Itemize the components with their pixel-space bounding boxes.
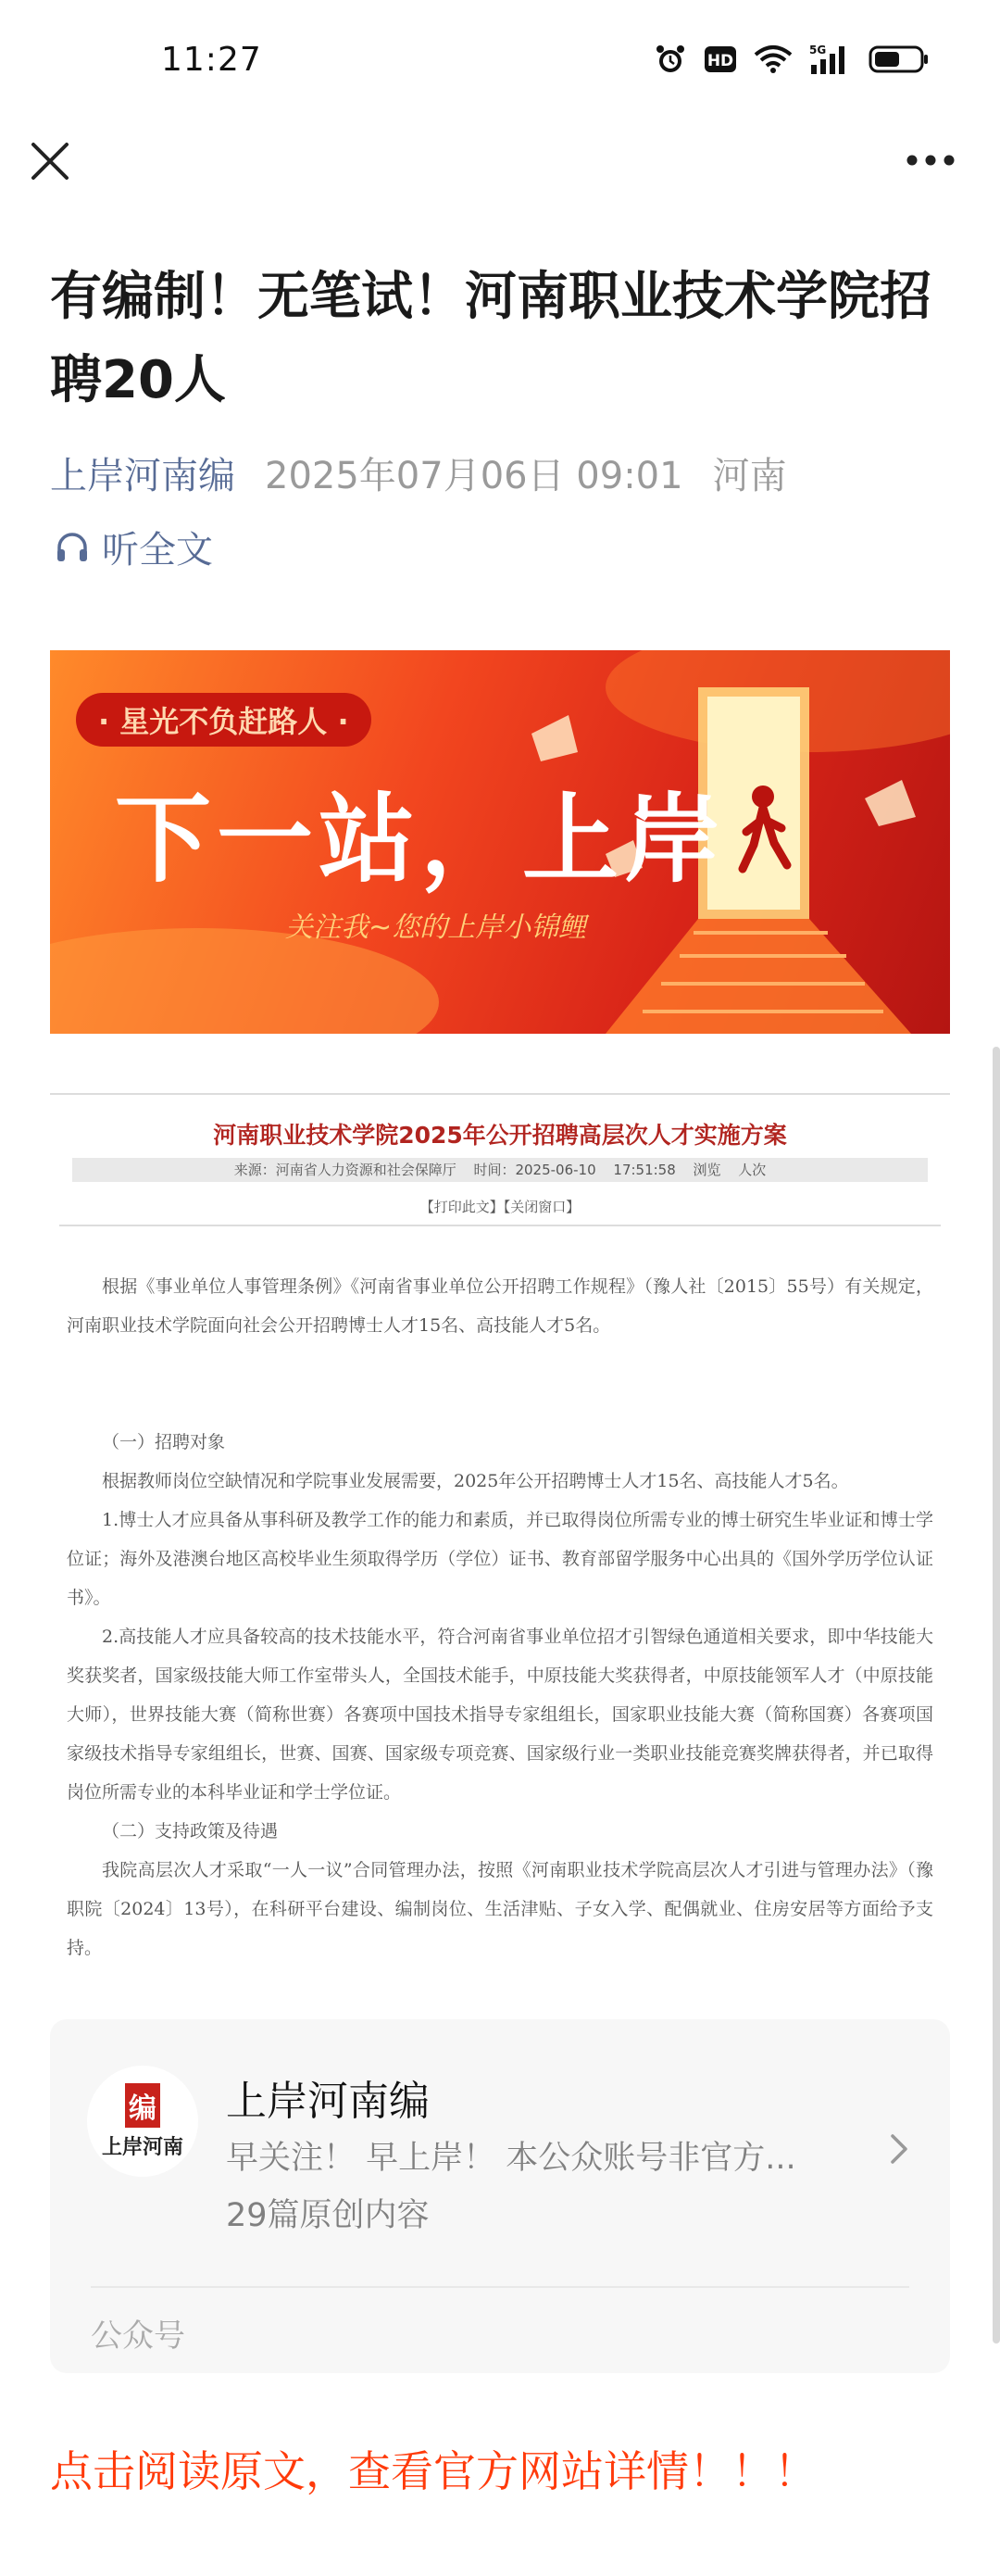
svg-text:HD: HD bbox=[706, 52, 734, 70]
hd-icon bbox=[704, 44, 737, 74]
doc-paragraph: 2.高技能人才应具备较高的技术技能水平，符合河南省事业单位招才引智绿色通道相关要求，即中华技能大奖获奖者，国家级技能大师工作室带头人，全国技术能手，中原技能大奖获得者，中原技能领军人才（中原技能大师），世界技能大赛（简称世赛）各赛项中国技术指导专家组组长，国家职业技能大赛（简称国赛）各赛项国家级技术指导专家组组长，世赛、国赛、国家级专项竞赛、国家级行业一类职业技能竞赛奖牌获得者，并已取得岗位所需专业的本科毕业证和学士学位证。 bbox=[67, 1627, 933, 1803]
status-bar bbox=[0, 0, 1000, 111]
banner-subtitle: 关注我~您的上岸小锦鲤 bbox=[285, 911, 587, 944]
doc-rule bbox=[59, 1225, 941, 1226]
publish-location: 河南 bbox=[712, 455, 787, 497]
document-image bbox=[50, 1093, 950, 1964]
doc-heading: （一）招聘对象 bbox=[102, 1432, 226, 1452]
avatar-text: 上岸河南 bbox=[101, 2135, 183, 2159]
publish-datetime: 2025年07月06日 09:01 bbox=[265, 455, 683, 497]
account-description: 早关注！ 早上岸！ 本公众账号非官方... bbox=[226, 2140, 796, 2177]
account-name: 上岸河南编 bbox=[226, 2078, 430, 2125]
alarm-icon bbox=[654, 43, 687, 76]
banner-headline: 下一站，上岸 bbox=[115, 783, 727, 896]
account-card[interactable] bbox=[50, 2019, 950, 2373]
card-divider bbox=[91, 2286, 909, 2288]
chevron-right-icon bbox=[885, 2130, 913, 2168]
account-link[interactable]: 上岸河南编 bbox=[50, 455, 235, 497]
5g-signal-icon bbox=[809, 43, 852, 76]
status-time: 11:27 bbox=[161, 41, 262, 79]
account-type: 公众号 bbox=[91, 2318, 185, 2355]
doc-body bbox=[67, 1267, 933, 1967]
avatar-logo: 编 bbox=[125, 2083, 160, 2128]
doc-heading: （二）支持政策及待遇 bbox=[102, 1821, 279, 1841]
doc-paragraph: 1.博士人才应具备从事科研及教学工作的能力和素质，并已取得岗位所需专业的博士研究生毕业证和博士学位证；海外及港澳台地区高校毕业生须取得学历（学位）证书、教育部留学服务中心出具的《国外学历学位认证书》。 bbox=[67, 1510, 933, 1608]
banner-image bbox=[50, 650, 950, 1034]
doc-source: 来源：河南省人力资源和社会保障厅 时间：2025-06-10 17:51:58 浏览 人次 bbox=[72, 1158, 928, 1182]
scrollbar[interactable] bbox=[993, 1047, 1000, 2344]
doc-spacer bbox=[67, 1345, 933, 1423]
battery-icon bbox=[869, 44, 930, 74]
doc-paragraph: 根据教师岗位空缺情况和学院事业发展需要，2025年公开招聘博士人才15名、高技能人才5名。 bbox=[102, 1471, 849, 1491]
svg-text:5G: 5G bbox=[809, 44, 827, 57]
doc-paragraph: 根据《事业单位人事管理条例》《河南省事业单位公开招聘工作规程》（豫人社〔2015〕55号）有关规定，河南职业技术学院面向社会公开招聘博士人才15名、高技能人才5名。 bbox=[67, 1276, 933, 1336]
close-icon bbox=[26, 137, 74, 185]
banner-tag: · 星光不负赶路人 · bbox=[76, 693, 371, 747]
doc-top-rule bbox=[50, 1093, 950, 1095]
close-button[interactable] bbox=[26, 137, 74, 185]
doc-print-links: 【打印此文】【关闭窗口】 bbox=[419, 1199, 581, 1215]
wifi-icon bbox=[754, 44, 793, 74]
account-article-count: 29篇原创内容 bbox=[226, 2197, 430, 2234]
article-meta bbox=[50, 446, 787, 499]
read-original-link[interactable]: 点击阅读原文，查看官方网站详情！！！ bbox=[50, 2446, 817, 2496]
listen-label: 听全文 bbox=[102, 529, 213, 572]
status-icons bbox=[654, 43, 930, 76]
more-icon bbox=[904, 146, 957, 174]
doc-paragraph: 我院高层次人才采取“一人一议”合同管理办法，按照《河南职业技术学院高层次人才引进与管理办法》（豫职院〔2024〕13号），在科研平台建设、编制岗位、生活津贴、子女入学、配偶就业、住房安居等方面给予支持。 bbox=[67, 1860, 933, 1958]
avatar bbox=[87, 2066, 198, 2177]
doc-title: 河南职业技术学院2025年公开招聘高层次人才实施方案 bbox=[213, 1122, 787, 1149]
listen-button[interactable] bbox=[54, 521, 213, 573]
article-title: 有编制！无笔试！河南职业技术学院招聘20人 bbox=[50, 267, 931, 410]
headphones-icon bbox=[54, 529, 91, 566]
more-button[interactable] bbox=[904, 146, 957, 174]
